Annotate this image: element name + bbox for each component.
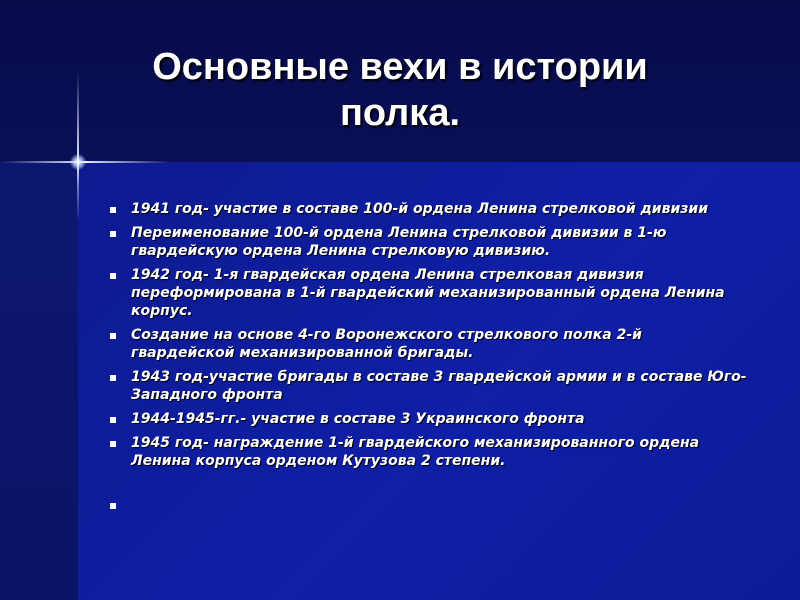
list-item [110, 266, 750, 320]
slide-title-line-1: Основные вехи в истории [152, 46, 648, 88]
list-item [110, 434, 750, 470]
left-strip [0, 162, 78, 600]
slide-title-line-2: полка. [339, 92, 461, 134]
square-bullet-icon [110, 503, 116, 509]
sparkle-core [70, 154, 86, 170]
list-item-text: Переименование 100-й ордена Ленина стрелковой дивизии в 1-ю гвардейскую ордена Ленина стрелковую дивизию. [131, 225, 667, 259]
slide-title [0, 44, 800, 136]
list-item [110, 200, 750, 218]
milestone-list [110, 200, 750, 520]
list-item-text: 1943 год-участие бригады в составе 3 гвардейской армии и в составе Юго-Западного фронта [131, 369, 747, 403]
list-item-text: Создание на основе 4-го Воронежского стрелкового полка 2-й гвардейской механизированной бригады. [131, 327, 642, 361]
square-bullet-icon [110, 333, 116, 339]
list-item-text: 1942 год- 1-я гвардейская ордена Ленина стрелковая дивизия переформирована в 1-й гвардейский механизированный ордена Ленина корпус. [131, 267, 725, 319]
square-bullet-icon [110, 207, 116, 213]
square-bullet-icon [110, 441, 116, 447]
list-item-text: 1944-1945-гг.- участие в составе 3 Украинского фронта [131, 411, 585, 427]
list-item [110, 368, 750, 404]
list-item-text: 1941 год- участие в составе 100-й ордена Ленина стрелковой дивизии [131, 201, 709, 217]
square-bullet-icon [110, 375, 116, 381]
square-bullet-icon [110, 417, 116, 423]
list-item [110, 326, 750, 362]
empty-list-item [110, 496, 750, 514]
square-bullet-icon [110, 273, 116, 279]
list-item-text: 1945 год- награждение 1-й гвардейского механизированного ордена Ленина корпуса орденом Кутузова 2 степени. [131, 435, 700, 469]
list-item [110, 410, 750, 428]
square-bullet-icon [110, 231, 116, 237]
list-item [110, 224, 750, 260]
